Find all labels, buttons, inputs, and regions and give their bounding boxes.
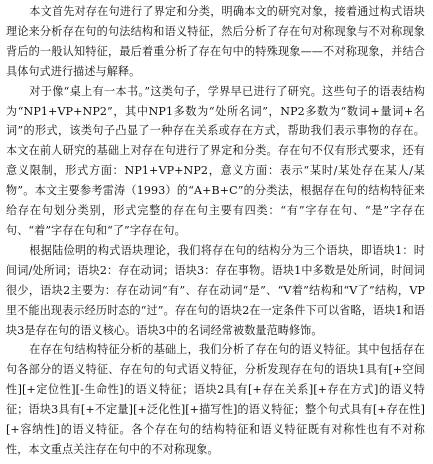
paragraph-definition	[6, 82, 425, 241]
paragraph-text: 对于像“桌上有一本书。”这类句子，学界早已进行了研究。这些句子的语表结构为“NP1+VP+NP2”，其中NP1多数为“处所名词”，NP2多数为“数词+量词+名词”的形式，该类句子凸显了一种存在关系或存在方式，帮助我们表示事物的存在。本文在前人研究的基础上对存在句进行了界定和分类。存在句不仅有形式要求，还有意义限制，形式方面：NP1+VP+NP2，意义方面：表示“某时/某处存在某人/某物”。本文主要参考雷涛（1993）的“A+B+C”的分类法，根据存在句的结构特征来给存在句划分类别，形式完整的存在句主要有四类：“有”字存在句、“是”字存在句、“着”字存在句和“了”字存在句。	[6, 84, 425, 237]
paragraph-text: 在存在句结构特征分析的基础上，我们分析了存在句的语义特征。其中包括存在句各部分的语义特征、存在句的句式语义特征，分析发现存在句的语块1具有[+空间性][+定位性][-生命性]的语义特征；语块2具有[+存在关系][+存在方式]的语义特征；语块3具有[+不定量][+泛化性][+描写性]的语义特征；整个句式具有[+存在性][+容纳性]的语义特征。各个存在句的结构特征和语义特征既有对称性也有不对称性，本文重点关注存在句中的不对称现象。	[6, 343, 425, 456]
paragraph-text: 本文首先对存在句进行了界定和分类，明确本文的研究对象，接着通过构式语块理论来分析存在句的句法结构和语义特征，然后分析了存在句对称现象与不对称现象背后的一般认知特征，最后着重分析了存在句中的特殊现象——不对称现象，并结合具体句式进行描述与解释。	[6, 5, 425, 78]
paragraph-text: 根据陆俭明的构式语块理论，我们将存在句的结构分为三个语块，即语块1：时间词/处所词；语块2：存在动词；语块3：存在事物。语块1中多数是处所词，时间词很少，语块2主要为：存在动词“有”、存在动词“是”、“V着”结构和“V了”结构，VP里不能出现表示经历时态的“过”。存在句的语块2在一定条件下可以省略，语块1和语块3是存在句的语义核心。语块3中的名词经常被数量范畴修饰。	[6, 243, 425, 337]
paragraph-overview	[6, 2, 425, 82]
paragraph-structure	[6, 241, 425, 341]
paragraph-semantics	[6, 340, 425, 459]
